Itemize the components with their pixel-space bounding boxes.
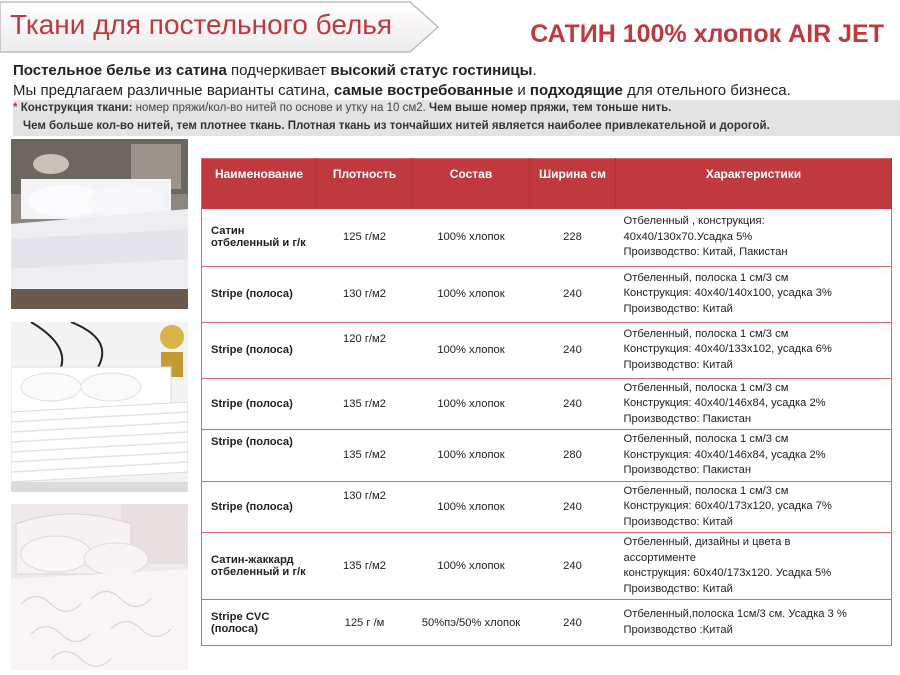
note-label: Конструкция ткани: — [20, 102, 133, 114]
char-line: Производство: Китай — [623, 515, 733, 528]
char-line: Конструкция: 40х40/133х102, усадка 6% — [623, 343, 832, 356]
char-line: 40х40/130х70.Усадка 5% — [623, 230, 753, 243]
char-line: Отбеленный, полоска 1 см/3 см — [623, 381, 789, 394]
char-line: Производство: Пакистан — [623, 412, 752, 425]
char-line: Отбеленный, полоска 1 см/3 см — [623, 433, 789, 445]
cell-characteristics — [616, 481, 892, 533]
intro-bold-3: самые востребованные — [333, 82, 514, 99]
cell-width: 280 — [530, 430, 616, 482]
cell-name: Stripe (полоса) — [202, 266, 317, 322]
char-line: Конструкция: 40х40/140х100, усадка 3% — [623, 287, 832, 300]
intro-text-5: для отельного бизнеса. — [622, 82, 791, 99]
char-line: Производство: Китай — [623, 302, 733, 315]
char-line: Производство: Пакистан — [623, 464, 752, 476]
char-line: Производство: Китай — [623, 358, 733, 371]
note-line-1 — [13, 100, 900, 118]
cell-composition: 100% хлопок — [413, 322, 530, 378]
char-line: Конструкция: 60х40/173х120, усадка 7% — [623, 500, 832, 512]
intro-bold-1: Постельное белье из сатина — [13, 62, 227, 79]
cell-characteristics — [616, 322, 892, 378]
char-line: Отбеленный, полоска 1 см/3 см — [623, 327, 789, 340]
cell-composition: 100% хлопок — [413, 430, 530, 482]
page-subtitle: САТИН 100% хлопок AIR JET — [530, 20, 884, 48]
table-row — [202, 533, 892, 600]
table-row — [202, 481, 892, 533]
cell-characteristics — [616, 378, 892, 430]
striped-bed-photo — [11, 322, 188, 492]
intro-line-1 — [13, 61, 893, 81]
char-line: Отбеленный, дизайны и цвета в — [623, 536, 791, 548]
cell-width: 240 — [530, 266, 616, 322]
page-title: Ткани для постельного белья — [10, 9, 393, 40]
note-star: * — [13, 102, 18, 114]
cell-width: 228 — [530, 209, 616, 266]
cell-characteristics — [616, 600, 892, 646]
table-row — [202, 322, 892, 378]
char-line: Отбеленный, полоска 1 см/3 см — [623, 484, 789, 497]
header-width: Ширина см — [530, 159, 616, 210]
cell-width: 240 — [530, 481, 616, 533]
intro-text-1: подчеркивает — [226, 62, 331, 79]
table-row — [202, 266, 892, 322]
cell-width: 240 — [530, 322, 616, 378]
table-header-row — [202, 159, 892, 210]
cell-width: 240 — [530, 378, 616, 430]
cell-density: 135 г/м2 — [317, 378, 413, 430]
cell-name: Stripe (полоса) — [202, 481, 317, 533]
char-line: Отбеленный,полоска 1см/3 см. Усадка 3 % — [623, 608, 847, 620]
jacquard-bed-photo — [11, 504, 188, 670]
char-line: Отбеленный, полоска 1 см/3 см — [623, 271, 789, 284]
cell-density: 130 г/м2 — [317, 481, 413, 533]
fabric-table — [201, 158, 892, 646]
cell-density: 135 г/м2 — [317, 533, 413, 600]
header-name: Наименование — [202, 159, 317, 210]
intro-text — [13, 61, 893, 101]
table-row — [202, 430, 892, 482]
cell-density: 125 г/м2 — [317, 209, 413, 266]
cell-characteristics — [616, 533, 892, 600]
cell-characteristics — [616, 209, 892, 266]
intro-text-2: . — [532, 62, 537, 79]
cell-composition: 50%пэ/50% хлопок — [413, 600, 530, 646]
cell-name: Stripe CVC (полоса) — [202, 600, 317, 646]
cell-name: Сатин отбеленный и г/к — [202, 209, 317, 266]
cell-composition: 100% хлопок — [413, 378, 530, 430]
char-line: конструкция: 60х40/173х120. Усадка 5% — [623, 567, 832, 579]
table-row — [202, 209, 892, 266]
cell-name: Stripe (полоса) — [202, 430, 317, 482]
cell-characteristics — [616, 430, 892, 482]
white-bed-photo — [11, 139, 188, 309]
cell-name: Stripe (полоса) — [202, 322, 317, 378]
title-banner — [0, 0, 440, 54]
header-composition: Состав — [413, 159, 530, 210]
note-line-2 — [13, 118, 900, 136]
char-line: Производство: Китай — [623, 582, 733, 595]
header-characteristics: Характеристики — [616, 159, 892, 210]
cell-density: 120 г/м2 — [317, 322, 413, 378]
char-line: Отбеленный , конструкция: — [623, 215, 765, 227]
intro-text-3: Мы предлагаем различные варианты сатина, — [13, 82, 334, 99]
cell-width: 240 — [530, 600, 616, 646]
intro-bold-2: высокий статус гостиницы — [330, 62, 533, 79]
intro-line-2 — [13, 81, 893, 101]
cell-name: Сатин-жаккард отбеленный и г/к — [202, 533, 317, 600]
note-bold-1: Чем выше номер пряжи, тем тоньше нить. — [429, 102, 672, 114]
note-text-2: Чем больше кол-во нитей, тем плотнее ткань. Плотная ткань из тончайших нитей является наиболее привлекательной и дорогой. — [23, 120, 770, 132]
header-density: Плотность — [317, 159, 413, 210]
char-line: Конструкция: 40х40/146х84, усадка 2% — [623, 448, 826, 461]
cell-composition: 100% хлопок — [413, 266, 530, 322]
char-line: ассортименте — [623, 551, 696, 564]
cell-density: 135 г/м2 — [317, 430, 413, 482]
table-row — [202, 600, 892, 646]
char-line: Производство :Китай — [623, 623, 733, 636]
cell-characteristics — [616, 266, 892, 322]
intro-bold-4: подходящие — [529, 82, 623, 99]
cell-composition: 100% хлопок — [413, 209, 530, 266]
char-line: Конструкция: 40х40/146х84, усадка 2% — [623, 397, 826, 409]
intro-text-4: и — [513, 82, 530, 99]
construction-note — [13, 100, 900, 136]
cell-composition: 100% хлопок — [413, 481, 530, 533]
char-line: Производство: Китай, Пакистан — [623, 246, 788, 258]
cell-density: 125 г /м — [317, 600, 413, 646]
cell-composition: 100% хлопок — [413, 533, 530, 600]
note-text-1: номер пряжи/кол-во нитей по основе и утку на 10 см2. — [132, 102, 430, 114]
cell-name: Stripe (полоса) — [202, 378, 317, 430]
table-row — [202, 378, 892, 430]
cell-width: 240 — [530, 533, 616, 600]
cell-density: 130 г/м2 — [317, 266, 413, 322]
